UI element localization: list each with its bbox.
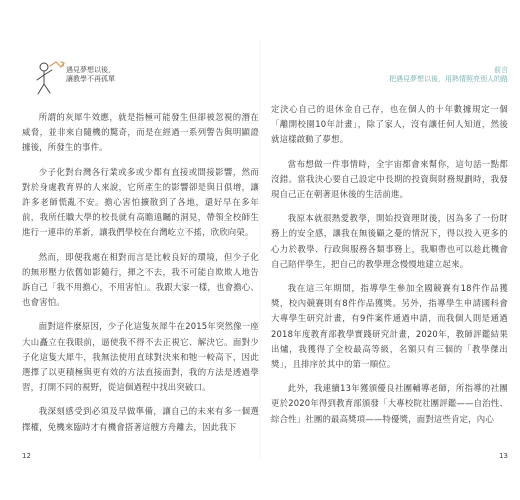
left-body-text <box>22 110 259 444</box>
right-page <box>271 50 508 460</box>
paragraph: 我深刻感受到必須及早做準備，讓自己的未來有多一個選擇權，免機來臨時才有機會搭著這艘方舟離去，因此我下 <box>22 406 259 432</box>
paragraph: 然而，即便我處在相對而言是比較良好的環境，但少子化的無形壓力依舊如影隨行，揮之不去，我不可能自欺欺人地告訴自己「我不用擔心，不用害怕」。我跟大家一樣，也會擔心、也會害怕。 <box>22 251 259 308</box>
right-running-header <box>389 66 508 84</box>
paragraph: 所謂的灰犀牛效應，就是指極可能發生但卻被忽視的潛在威脅，並非來自隨機的驚奇，而是在經過一系列警告與明顯證據後，所發生的事件。 <box>22 112 259 153</box>
left-page <box>22 50 259 460</box>
right-header-line1: 前言 <box>494 66 508 74</box>
paragraph: 我在這三年期間，指導學生參加全國競賽有18件作品獲獎，校內競賽則有8件作品獲獎。另外，指導學生申請國科會大專學生研究計畫，有9件案件通過申請，而我個人則是通過2018年度教育部教學實踐研究計畫，2020年，教師評鑑結果出爐，我獲得了全校最高等級，名額只有三個的「教學傑出獎」，且排序於其中的第一順位。 <box>271 283 508 370</box>
right-body-text <box>271 102 508 436</box>
paragraph: 當布想做一件事情時，全宇宙都會來幫你，這句話一點都沒錯。當我決心要自己設定中長期的投資與財務規劃時，我發現自己正在朝著退休後的生活前進。 <box>271 158 508 200</box>
left-header-line2: 讓教學不再孤單 <box>66 75 115 83</box>
gutter-shadow <box>259 40 261 460</box>
running-figure-icon <box>30 58 66 100</box>
left-running-header <box>22 50 142 100</box>
right-header-line2: 把遇見夢想以後，用熱情照亮別人的路 <box>389 75 508 83</box>
paragraph: 我原本就很熱愛教學，開始投資理財後，因為多了一份財務上的安全感，讓我在無後顧之憂的情況下，得以投入更多的心力於教學、行政與服務各類事務上，我順帶也可以趁此機會自己陪伴學生，把自己的教學理念慢慢地建立起來。 <box>271 213 508 269</box>
paragraph: 少子化對台灣各行業或多或少都有直接或間接影響，然而對於身處教育界的人來說，它所產生的影響卻是與日俱增，讓許多老師慌亂不安。擔心害怕擴散到了各地，還好早在多年前，我所任職大學的校長就有高瞻遠矚的洞見，帶領全校師生進行一連串的革新，讓我們學校在台灣屹立不搖，欣欣向榮。 <box>22 166 259 238</box>
page-number-right: 13 <box>499 452 508 460</box>
left-header-line1: 遇見夢想以後， <box>66 66 115 74</box>
paragraph: 面對這件麼原因，少子化這隻灰犀牛在2015年突然像一座大山矗立在我眼前，逼使我不得不去正視它、解決它。面對少子化這隻大犀牛，我無法使用直球對決來和牠一較高下，因此選擇了以更積極與更有效的方法直接面對，我的方法是透過學習，打開不同的視野，從這個過程中找出突破口。 <box>22 321 259 393</box>
page-number-left: 12 <box>22 452 31 460</box>
paragraph: 此外，我連續13年獲頒優良社團輔導老師，所指導的社團更於2020年得到教育部頒發「大專校院社團評鑑——自治性、綜合性」社團的最高獎項——特優獎，面對這些肯定，內心 <box>271 383 508 424</box>
paragraph: 定決心自己的退休金自己存，也在個人的十年數據規定一個「離開校園10年計畫」，除了家人，沒有讓任何人知道，然後就這樣啟動了夢想。 <box>271 104 508 145</box>
left-header-text <box>66 66 115 84</box>
